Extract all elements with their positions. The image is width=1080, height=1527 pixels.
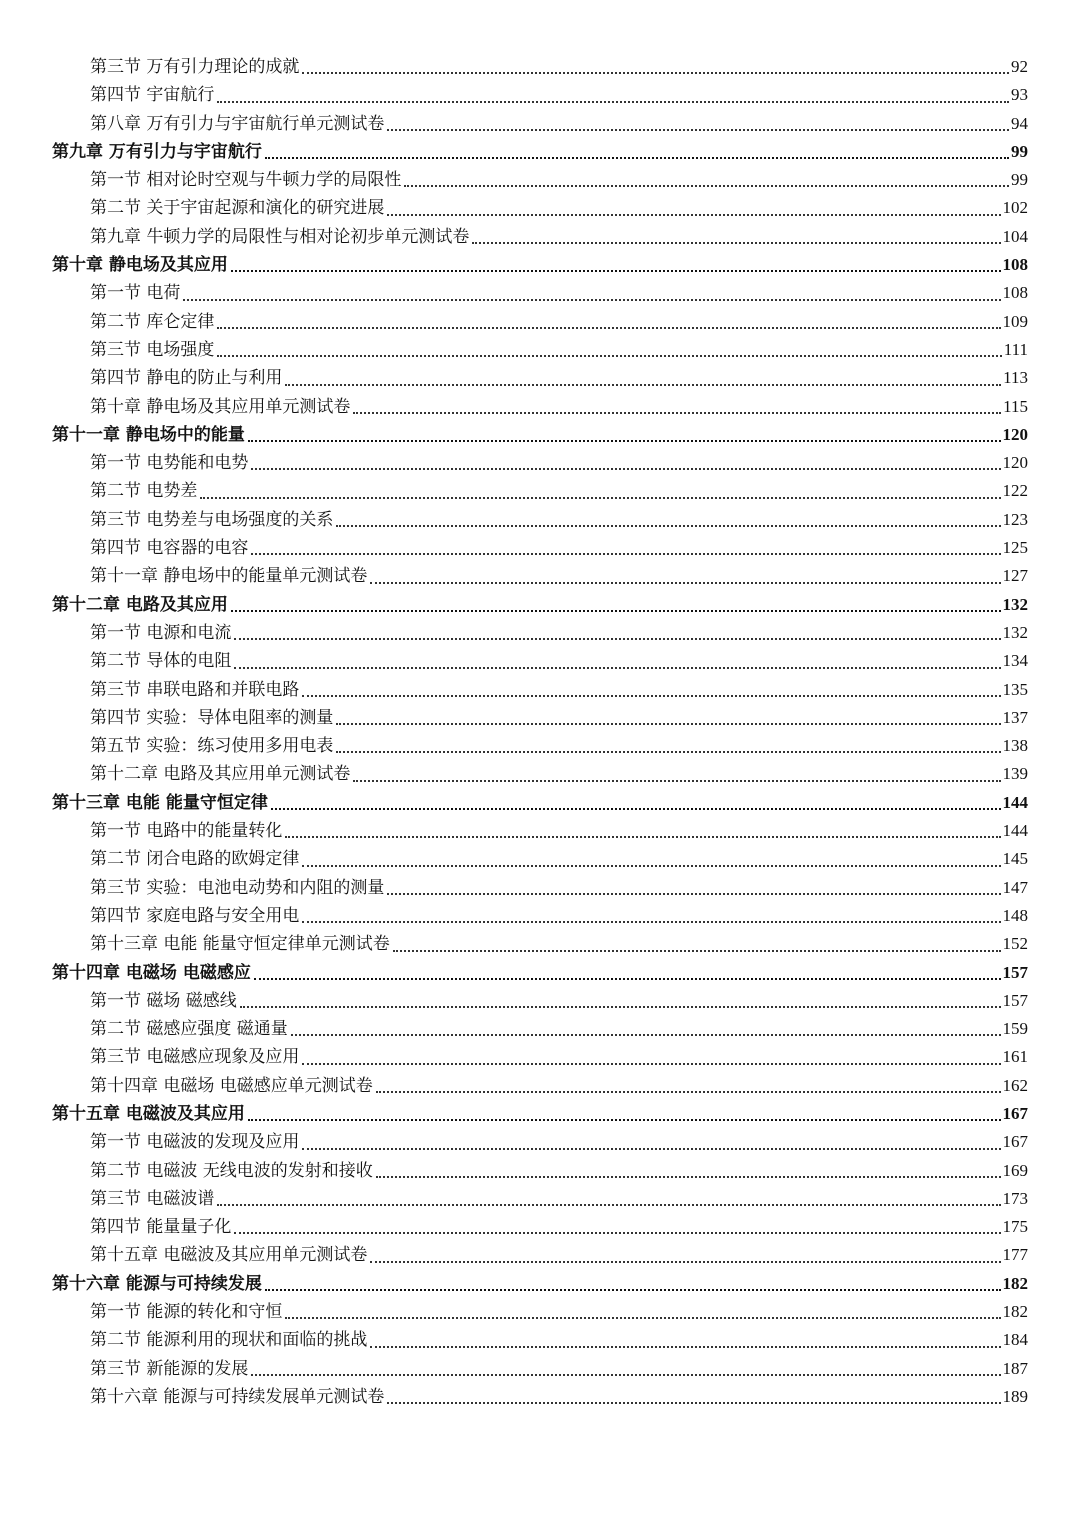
toc-entry-page-number: 144 xyxy=(1002,792,1028,812)
toc-entry-page-number: 120 xyxy=(1002,424,1028,444)
dot-leader xyxy=(353,779,1000,782)
dot-leader xyxy=(254,977,1001,980)
dot-leader xyxy=(370,581,1000,584)
dot-leader xyxy=(217,326,1000,329)
toc-section-entry[interactable] xyxy=(52,647,1028,675)
toc-entry-title: 第十三章 电能 能量守恒定律 xyxy=(52,792,268,813)
toc-entry-title: 第九章 万有引力与宇宙航行 xyxy=(52,141,262,162)
toc-entry-title: 第二节 库仑定律 xyxy=(90,311,215,332)
toc-section-entry[interactable] xyxy=(52,1326,1028,1354)
dot-leader xyxy=(248,1118,1001,1121)
dot-leader xyxy=(404,184,1009,187)
toc-entry-title: 第三节 电场强度 xyxy=(90,339,215,360)
dot-leader xyxy=(231,269,1001,272)
toc-entry-title: 第二节 磁感应强度 磁通量 xyxy=(90,1019,288,1040)
toc-entry-title: 第四节 静电的防止与利用 xyxy=(90,368,283,389)
toc-section-entry[interactable] xyxy=(52,817,1028,845)
dot-leader xyxy=(376,1175,1001,1178)
dot-leader xyxy=(217,1203,1000,1206)
toc-chapter-entry[interactable] xyxy=(52,421,1028,449)
dot-leader xyxy=(183,298,1000,301)
toc-section-entry[interactable] xyxy=(52,393,1028,421)
toc-entry-title: 第十六章 能源与可持续发展单元测试卷 xyxy=(90,1386,385,1407)
dot-leader xyxy=(291,1033,1001,1036)
dot-leader xyxy=(251,467,1000,470)
toc-section-entry[interactable] xyxy=(52,364,1028,392)
dot-leader xyxy=(387,1401,1000,1404)
dot-leader xyxy=(251,552,1000,555)
dot-leader xyxy=(234,666,1000,669)
toc-chapter-entry[interactable] xyxy=(52,251,1028,279)
dot-leader xyxy=(251,1373,1000,1376)
toc-section-entry[interactable] xyxy=(52,704,1028,732)
toc-entry-title: 第四节 实验：导体电阻率的测量 xyxy=(90,707,334,728)
toc-entry-title: 第一节 电势能和电势 xyxy=(90,453,249,474)
toc-entry-page-number: 92 xyxy=(1011,57,1028,76)
dot-leader xyxy=(302,920,1000,923)
dot-leader xyxy=(472,241,1000,244)
toc-entry-title: 第三节 万有引力理论的成就 xyxy=(90,57,300,77)
toc-section-entry[interactable] xyxy=(52,1355,1028,1383)
dot-leader xyxy=(265,156,1009,159)
toc-entry-page-number: 108 xyxy=(1002,283,1028,303)
toc-section-entry[interactable] xyxy=(52,930,1028,958)
toc-entry-page-number: 144 xyxy=(1002,821,1028,841)
toc-entry-page-number: 184 xyxy=(1002,1330,1028,1350)
toc-entry-title: 第十二章 电路及其应用 xyxy=(52,594,228,615)
toc-chapter-entry[interactable] xyxy=(52,1100,1028,1128)
toc-entry-title: 第三节 电势差与电场强度的关系 xyxy=(90,509,334,530)
toc-section-entry[interactable] xyxy=(52,1298,1028,1326)
toc-entry-title: 第一节 相对论时空观与牛顿力学的局限性 xyxy=(90,170,402,191)
toc-entry-title: 第二节 电势差 xyxy=(90,481,198,502)
dot-leader xyxy=(240,1005,1001,1008)
toc-entry-page-number: 137 xyxy=(1002,707,1028,727)
toc-entry-title: 第二节 电磁波 无线电波的发射和接收 xyxy=(90,1160,373,1181)
toc-section-entry[interactable] xyxy=(52,562,1028,590)
toc-chapter-entry[interactable] xyxy=(52,1270,1028,1298)
dot-leader xyxy=(217,100,1009,103)
toc-section-entry[interactable] xyxy=(52,279,1028,307)
toc-section-entry[interactable] xyxy=(52,1213,1028,1241)
toc-entry-title: 第十章 静电场及其应用单元测试卷 xyxy=(90,396,351,417)
toc-section-entry[interactable] xyxy=(52,223,1028,251)
toc-entry-page-number: 161 xyxy=(1002,1047,1028,1067)
toc-entry-title: 第十四章 电磁场 电磁感应单元测试卷 xyxy=(90,1075,373,1096)
toc-section-entry[interactable] xyxy=(52,449,1028,477)
toc-entry-page-number: 167 xyxy=(1002,1103,1028,1123)
toc-section-entry[interactable] xyxy=(52,1072,1028,1100)
toc-entry-title: 第五节 实验：练习使用多用电表 xyxy=(90,736,334,757)
toc-entry-page-number: 148 xyxy=(1002,905,1028,925)
dot-leader xyxy=(387,213,1000,216)
dot-leader xyxy=(302,1062,1000,1065)
dot-leader xyxy=(302,71,1009,74)
toc-section-entry[interactable] xyxy=(52,1043,1028,1071)
dot-leader xyxy=(336,750,1000,753)
dot-leader xyxy=(285,835,1000,838)
toc-entry-title: 第三节 实验：电池电动势和内阻的测量 xyxy=(90,877,385,898)
dot-leader xyxy=(285,1316,1000,1319)
toc-entry-page-number: 132 xyxy=(1002,622,1028,642)
toc-section-entry[interactable] xyxy=(52,534,1028,562)
toc-entry-title: 第三节 电磁波谱 xyxy=(90,1188,215,1209)
toc-section-entry[interactable] xyxy=(52,1128,1028,1156)
dot-leader xyxy=(234,1231,1000,1234)
toc-section-entry[interactable] xyxy=(52,619,1028,647)
toc-entry-page-number: 94 xyxy=(1011,113,1028,133)
dot-leader xyxy=(393,949,1001,952)
dot-leader xyxy=(200,496,1000,499)
toc-entry-page-number: 162 xyxy=(1002,1075,1028,1095)
toc-entry-title: 第八章 万有引力与宇宙航行单元测试卷 xyxy=(90,113,385,134)
dot-leader xyxy=(231,609,1001,612)
toc-entry-page-number: 173 xyxy=(1002,1188,1028,1208)
toc-entry-page-number: 123 xyxy=(1002,509,1028,529)
toc-entry-title: 第一节 电源和电流 xyxy=(90,622,232,643)
toc-section-entry[interactable] xyxy=(52,1015,1028,1043)
toc-entry-page-number: 138 xyxy=(1002,736,1028,756)
toc-section-entry[interactable] xyxy=(52,1157,1028,1185)
toc-entry-page-number: 134 xyxy=(1002,651,1028,671)
toc-entry-title: 第三节 电磁感应现象及应用 xyxy=(90,1047,300,1068)
dot-leader xyxy=(265,1288,1001,1291)
dot-leader xyxy=(285,383,1001,386)
dot-leader xyxy=(376,1090,1001,1093)
dot-leader xyxy=(217,354,1001,357)
toc-entry-page-number: 177 xyxy=(1002,1245,1028,1265)
toc-entry-title: 第二节 能源利用的现状和面临的挑战 xyxy=(90,1330,368,1351)
toc-entry-title: 第三节 新能源的发展 xyxy=(90,1358,249,1379)
toc-section-entry[interactable] xyxy=(52,194,1028,222)
toc-section-entry[interactable] xyxy=(52,53,1028,81)
toc-entry-title: 第十一章 静电场中的能量 xyxy=(52,424,245,445)
dot-leader xyxy=(370,1260,1000,1263)
toc-entry-title: 第一节 电荷 xyxy=(90,283,181,304)
toc-section-entry[interactable] xyxy=(52,732,1028,760)
toc-entry-page-number: 182 xyxy=(1002,1273,1028,1293)
toc-entry-page-number: 189 xyxy=(1002,1386,1028,1406)
toc-section-entry[interactable] xyxy=(52,336,1028,364)
toc-entry-page-number: 109 xyxy=(1002,311,1028,331)
toc-entry-page-number: 93 xyxy=(1011,85,1028,105)
toc-entry-page-number: 167 xyxy=(1002,1132,1028,1152)
dot-leader xyxy=(336,722,1000,725)
dot-leader xyxy=(302,864,1000,867)
toc-section-entry[interactable] xyxy=(52,1241,1028,1269)
toc-section-entry[interactable] xyxy=(52,760,1028,788)
toc-entry-page-number: 99 xyxy=(1011,141,1028,161)
dot-leader xyxy=(353,411,1001,414)
toc-entry-page-number: 182 xyxy=(1002,1302,1028,1322)
toc-section-entry[interactable] xyxy=(52,477,1028,505)
toc-entry-page-number: 99 xyxy=(1011,170,1028,190)
toc-entry-page-number: 113 xyxy=(1003,368,1028,388)
toc-chapter-entry[interactable] xyxy=(52,959,1028,987)
toc-entry-page-number: 120 xyxy=(1002,453,1028,473)
dot-leader xyxy=(234,637,1000,640)
toc-entry-page-number: 187 xyxy=(1002,1358,1028,1378)
toc-entry-title: 第一节 电磁波的发现及应用 xyxy=(90,1132,300,1153)
toc-entry-page-number: 152 xyxy=(1002,934,1028,954)
toc-entry-page-number: 147 xyxy=(1002,877,1028,897)
toc-entry-title: 第四节 宇宙航行 xyxy=(90,85,215,106)
toc-entry-title: 第一节 磁场 磁感线 xyxy=(90,990,237,1011)
toc-entry-title: 第十五章 电磁波及其应用单元测试卷 xyxy=(90,1245,368,1266)
dot-leader xyxy=(336,524,1000,527)
toc-entry-page-number: 132 xyxy=(1002,594,1028,614)
toc-entry-page-number: 127 xyxy=(1002,566,1028,586)
toc-entry-title: 第一节 能源的转化和守恒 xyxy=(90,1302,283,1323)
toc-entry-title: 第十五章 电磁波及其应用 xyxy=(52,1103,245,1124)
toc-entry-page-number: 122 xyxy=(1002,481,1028,501)
toc-section-entry[interactable] xyxy=(52,987,1028,1015)
toc-entry-page-number: 135 xyxy=(1002,679,1028,699)
toc-chapter-entry[interactable] xyxy=(52,789,1028,817)
toc-entry-page-number: 115 xyxy=(1003,396,1028,416)
toc-section-entry[interactable] xyxy=(52,676,1028,704)
toc-chapter-entry[interactable] xyxy=(52,138,1028,166)
toc-entry-title: 第十二章 电路及其应用单元测试卷 xyxy=(90,764,351,785)
dot-leader xyxy=(370,1345,1000,1348)
toc-section-entry[interactable] xyxy=(52,110,1028,138)
toc-entry-page-number: 111 xyxy=(1003,339,1028,359)
toc-entry-page-number: 169 xyxy=(1002,1160,1028,1180)
toc-entry-title: 第三节 串联电路和并联电路 xyxy=(90,679,300,700)
toc-entry-page-number: 175 xyxy=(1002,1217,1028,1237)
dot-leader xyxy=(387,128,1009,131)
toc-entry-page-number: 125 xyxy=(1002,538,1028,558)
toc-entry-title: 第二节 导体的电阻 xyxy=(90,651,232,672)
toc-section-entry[interactable] xyxy=(52,874,1028,902)
dot-leader xyxy=(248,439,1001,442)
toc-entry-page-number: 157 xyxy=(1002,962,1028,982)
toc-section-entry[interactable] xyxy=(52,1185,1028,1213)
table-of-contents xyxy=(52,53,1028,1411)
toc-entry-page-number: 104 xyxy=(1002,226,1028,246)
toc-entry-title: 第十三章 电能 能量守恒定律单元测试卷 xyxy=(90,934,390,955)
toc-entry-page-number: 145 xyxy=(1002,849,1028,869)
toc-entry-title: 第一节 电路中的能量转化 xyxy=(90,821,283,842)
toc-section-entry[interactable] xyxy=(52,308,1028,336)
toc-section-entry[interactable] xyxy=(52,166,1028,194)
toc-entry-page-number: 102 xyxy=(1002,198,1028,218)
toc-section-entry[interactable] xyxy=(52,902,1028,930)
toc-entry-title: 第四节 能量量子化 xyxy=(90,1217,232,1238)
toc-section-entry[interactable] xyxy=(52,845,1028,873)
toc-entry-page-number: 157 xyxy=(1002,990,1028,1010)
toc-entry-page-number: 108 xyxy=(1002,255,1028,275)
dot-leader xyxy=(302,694,1000,697)
dot-leader xyxy=(271,807,1001,810)
toc-section-entry[interactable] xyxy=(52,506,1028,534)
toc-entry-page-number: 159 xyxy=(1002,1019,1028,1039)
dot-leader xyxy=(302,1147,1000,1150)
toc-entry-title: 第四节 家庭电路与安全用电 xyxy=(90,905,300,926)
toc-chapter-entry[interactable] xyxy=(52,591,1028,619)
toc-entry-title: 第二节 闭合电路的欧姆定律 xyxy=(90,849,300,870)
toc-entry-title: 第十六章 能源与可持续发展 xyxy=(52,1273,262,1294)
toc-entry-title: 第四节 电容器的电容 xyxy=(90,538,249,559)
toc-entry-title: 第十四章 电磁场 电磁感应 xyxy=(52,962,251,983)
toc-section-entry[interactable] xyxy=(52,81,1028,109)
dot-leader xyxy=(387,892,1000,895)
toc-entry-title: 第十一章 静电场中的能量单元测试卷 xyxy=(90,566,368,587)
toc-entry-title: 第二节 关于宇宙起源和演化的研究进展 xyxy=(90,198,385,219)
toc-entry-page-number: 139 xyxy=(1002,764,1028,784)
toc-section-entry[interactable] xyxy=(52,1383,1028,1411)
toc-entry-title: 第九章 牛顿力学的局限性与相对论初步单元测试卷 xyxy=(90,226,470,247)
toc-entry-title: 第十章 静电场及其应用 xyxy=(52,255,228,276)
